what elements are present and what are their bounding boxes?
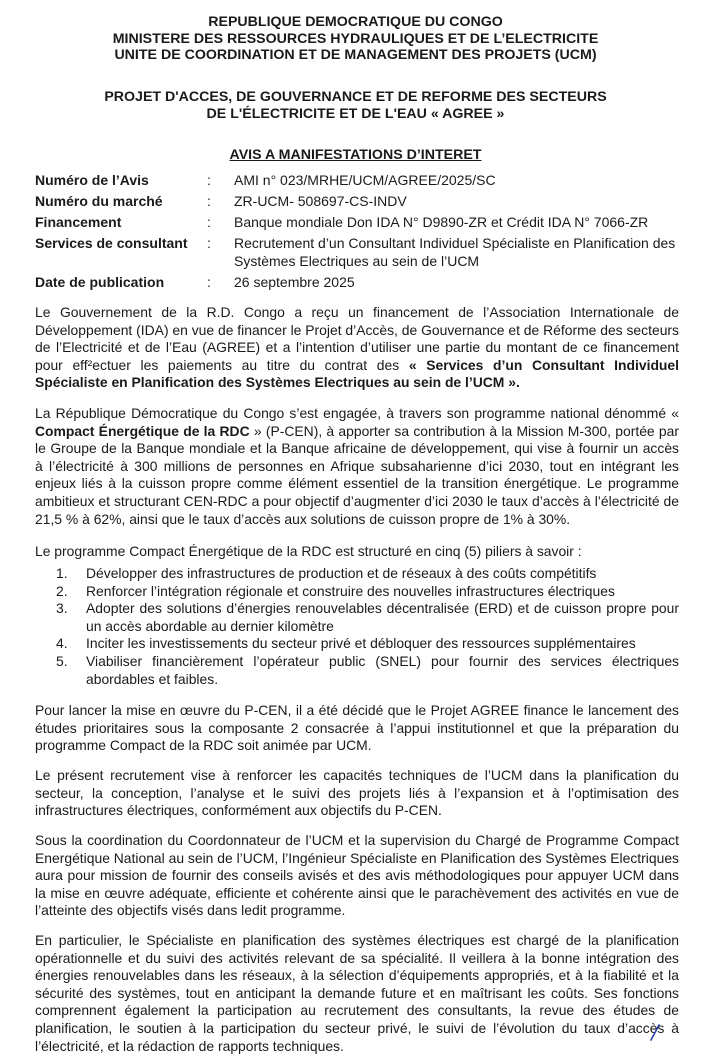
list-item [35,565,679,583]
list-item [35,583,679,601]
meta-value: ZR-UCM- 508697-CS-INDV [234,193,407,209]
notice-details [35,171,681,294]
paragraph-text: » (P-CEN), à apporter sa contribution à la Mission M-300, portée par le Groupe de la Banque mondiale et la Banque africaine de développement, qui vise à fournir un accès à l’électricité à 300 millions de personnes en Afrique subsaharienne d’ici 2030, tout en intégrant les enjeux liés à la cuisson propre comme élément essentiel de la transition énergétique. Le programme ambitieux et structurant CEN-RDC a pour objectif d’augmenter d’ici 2030 le taux d’accès à l’électricité de 21,5 % à 62%, ainsi que le taux d’accès aux solutions de cuisson propre de 1% à 30%. [35,422,679,527]
meta-label: Date de publication [35,274,165,290]
meta-row-contract-number [35,192,681,210]
meta-colon: : [207,235,211,251]
notice-title: AVIS A MANIFESTATIONS D’INTERET [229,147,482,163]
list-item [35,635,679,653]
country-name: REPUBLIQUE DEMOCRATIQUE DU CONGO [208,14,503,30]
meta-value: 26 septembre 2025 [234,274,355,290]
list-number: 3. [56,600,68,617]
paragraph-compact [35,405,679,528]
list-text: Renforcer l’intégration régionale et construire des nouvelles infrastructures électriques [86,582,615,599]
meta-colon: : [207,214,211,230]
meta-row-publication-date [35,273,681,291]
pillars-list [35,565,679,688]
list-text: Adopter des solutions d’énergies renouvelables décentralisée (ERD) et de cuisson propre pour un accès abordable au dernier kilomètre [86,600,679,634]
meta-value: Banque mondiale Don IDA N° D9890-ZR et Crédit IDA N° 7066-ZR [234,214,649,230]
paragraph-text: Le Gouvernement de la R.D. Congo a reçu un financement de l’Association Internationale de Développement (IDA) en vue de financer le Projet d’Accès, de Gouvernance et de Réforme des secteurs de l’Electricité et de l’Eau (AGREE) et a l’intention d’utiliser une partie du montant de ce financement pour eff²ectuer les paiements au titre du contrat des [35,304,679,373]
list-item [35,653,679,688]
meta-value: AMI n° 023/MRHE/UCM/AGREE/2025/SC [234,172,496,188]
meta-label: Financement [35,214,122,230]
meta-colon: : [207,274,211,290]
list-item [35,600,679,635]
meta-colon: : [207,172,211,188]
meta-label: Services de consultant [35,235,188,251]
list-number: 2. [56,582,68,599]
meta-value: Recrutement d’un Consultant Individuel Spécialiste en Planification des Systèmes Electriques au sein de l’UCM [234,235,676,269]
list-number: 4. [56,635,68,652]
project-title [30,89,681,122]
list-text: Viabiliser financièrement l’opérateur public (SNEL) pour fournir des services électriques abordables et faibles. [86,652,679,687]
paragraph-responsibilities: En particulier, le Spécialiste en planification des systèmes électriques est chargé de la planification opérationnelle et du suivi des activités relevant de sa spécialité. Il veillera à la bonne intégration des énergies renouvelables dans les réseaux, à la sélection d’équipements appropriés, et à la fiabilité et la sécurité des systèmes, tout en anticipant la demande future et en maîtrisant les coûts. Ses fonctions comprennent également la participation au recrutement des consultants, la revue des études de planification, le soutien à la participation du secteur privé, le suivi de l’évolution du taux d’accès à l’électricité, et la rédaction de rapports techniques. [35,932,679,1054]
paragraph-mission: Sous la coordination du Coordonnateur de l’UCM et la supervision du Chargé de Programme Compact Energétique National au sein de l’UCM, l’Ingénieur Spécialiste en Planification des Systèmes Electriques aura pour mission de fournir des conseils avisés et des avis méthodologiques pour appuyer UCM dans la mise en œuvre adéquate, efficiente et cohérente ainsi que le parachèvement des activités en vue de l’atteinte des objectifs visés dans ledit programme. [35,832,679,919]
ministry-name: MINISTERE DES RESSOURCES HYDRAULIQUES ET DE L’ELECTRICITE [112,30,599,47]
project-title-line1: PROJET D'ACCES, DE GOUVERNANCE ET DE REFORME DES SECTEURS [104,89,607,105]
initial-stroke-icon [648,1024,662,1041]
paragraph-financing [35,304,679,392]
meta-colon: : [207,193,211,209]
paragraph-text: La République Démocratique du Congo s’est engagée, à travers son programme national dénommé « [35,405,679,421]
paragraph-bold: « Services d’un Consultant Individuel Spécialiste en Planification des Systèmes Electriques au sein de l’UCM ». [35,356,679,391]
paragraph-recruitment-aim: Le présent recrutement vise à renforcer les capacités techniques de l’UCM dans la planification du secteur, la conception, l’analyse et le suivi des projets liés à l’expansion et à l’optimisation des infrastructures électriques, conformément aux objectifs du P-CEN. [35,767,679,819]
institution-header [30,14,681,64]
list-text: Développer des infrastructures de production et de réseaux à des coûts compétitifs [86,565,597,581]
list-number: 1. [56,565,68,581]
paragraph-bold: Compact Énergétique de la RDC [35,422,250,439]
meta-row-consultant-services [35,234,681,270]
project-title-line2: DE L'ÉLECTRICITE ET DE L'EAU « AGREE » [206,105,505,122]
paragraph-launch: Pour lancer la mise en œuvre du P-CEN, il a été décidé que le Projet AGREE finance le lancement des études prioritaires sous la composante 2 consacrée à l’appui institutionnel et que la préparation du programme Compact de la RDC soit animée par UCM. [35,702,679,754]
list-number: 5. [56,652,68,669]
list-text: Inciter les investissements du secteur privé et débloquer des ressources supplémentaires [86,635,636,652]
meta-label: Numéro du marché [35,193,163,209]
meta-row-notice-number [35,171,681,189]
unit-name: UNITE DE COORDINATION ET DE MANAGEMENT DES PROJETS (UCM) [114,47,597,63]
meta-row-financing [35,213,681,231]
paragraph-pillars-intro: Le programme Compact Énergétique de la RDC est structuré en cinq (5) piliers à savoir : [35,543,582,559]
meta-label: Numéro de l’Avis [35,172,149,188]
